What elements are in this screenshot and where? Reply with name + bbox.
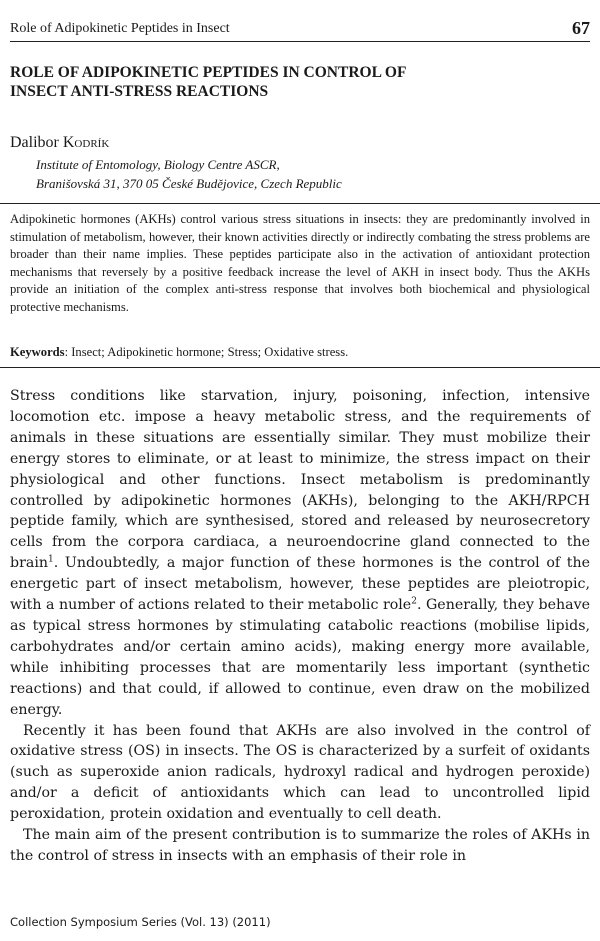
article-body [10,386,590,867]
body-paragraph-1-part-c: . Generally, they behave as typical stress hormones by stimulating catabolic reactions (mobilise lipids, carbohydrates and/or certain amino acids), making energy more available, while inhibiting processes that are momentarily less important (synthetic reactions) and that could, if allowed to continue, even draw on the mobilized energy. [10,597,590,718]
reference-marker-1: 1 [48,554,54,565]
affiliation-line-1: Institute of Entomology, Biology Centre ASCR, [36,157,280,172]
body-paragraph-1 [10,386,590,721]
body-paragraph-2: Recently it has been found that AKHs are also involved in the control of oxidative stress (OS) in insects. The OS is characterized by a surfeit of oxidants (such as superoxide anion radicals, hydroxyl radical and hydrogen peroxide) and/or a deficit of antioxidants which can lead to uncontrolled lipid peroxidation, protein oxidation and eventually to cell death. [10,722,590,823]
abstract-box [0,203,600,368]
header-rule [10,41,590,42]
article-title [10,63,570,101]
page-number: 67 [572,18,590,38]
running-head [10,18,590,40]
abstract-text: Adipokinetic hormones (AKHs) control various stress situations in insects: they are predominantly involved in stimulation of metabolism, however, their known activities directly or indirectly combating the stress problems are broader than their name implies. These peptides participate also in the activation of antioxidant protection mechanisms that reversely by a positive feedback increase the level of AKH in insect body. Thus the AKHs provide an initiation of the complex anti-stress response that involves both biochemical and physiological protective mechanisms. [10,212,590,314]
keywords-line [10,344,590,362]
body-paragraph-1-part-b: . Undoubtedly, a major function of these hormones is the control of the energetic part of insect metabolism, however, these peptides are pleiotropic, with a number of actions related to their metabolic role [10,555,590,614]
reference-marker-2: 2 [411,596,417,607]
affiliation-line-2: Branišovská 31, 370 05 České Budějovice, Czech Republic [36,176,342,191]
article-title-line-1: ROLE OF ADIPOKINETIC PEPTIDES IN CONTROL OF [10,64,407,81]
running-head-title: Role of Adipokinetic Peptides in Insect [10,21,230,36]
page-footer: Collection Symposium Series (Vol. 13) (2011) [10,915,271,929]
body-paragraph-1-part-a: Stress conditions like starvation, injury, poisoning, infection, intensive locomotion etc. impose a heavy metabolic stress, and the requirements of animals in these situations are essentially similar. They must mobilize their energy stores to eliminate, or at least to minimize, the stress impact on their physiological and other functions. Insect metabolism is predominantly controlled by adipokinetic hormones (AKHs), belonging to the AKH/RPCH peptide family, which are synthesised, stored and released by neurosecretory cells from the corpora cardiaca, a neuroendocrine gland connected to the brain [10,388,590,572]
author-given-name: Dalibor [10,134,59,151]
author-name [10,134,109,152]
keywords-list: : Insect; Adipokinetic hormone; Stress; Oxidative stress. [64,345,349,359]
author-family-name: Kodrík [62,134,110,151]
body-paragraph-3: The main aim of the present contribution is to summarize the roles of AKHs in the control of stress in insects with an emphasis of their role in [10,827,590,864]
author-affiliation [36,155,342,193]
article-title-line-2: INSECT ANTI-STRESS REACTIONS [10,83,269,100]
keywords-label: Keywords [10,345,65,359]
